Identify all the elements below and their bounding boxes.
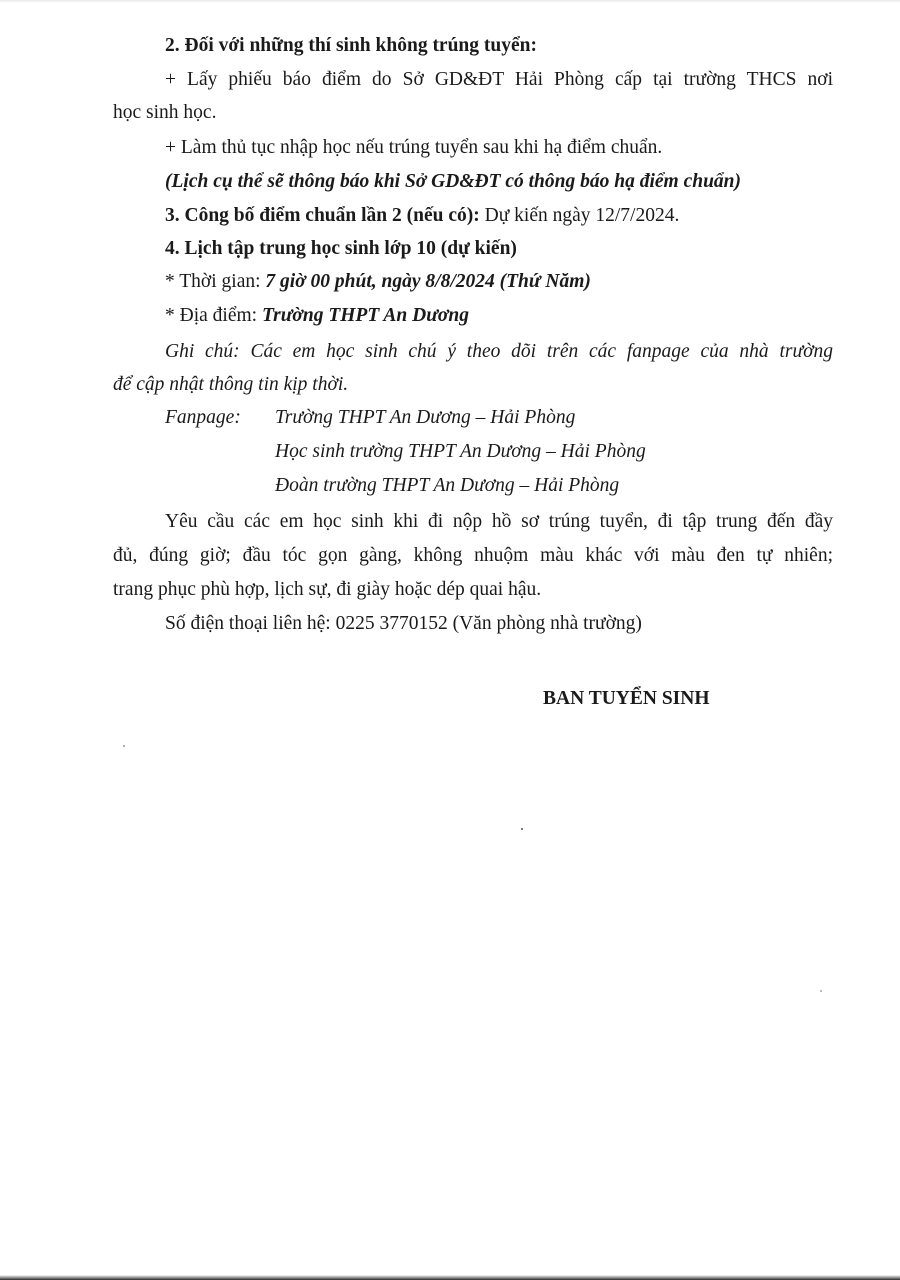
signature-block: BAN TUYỂN SINH [543, 688, 710, 709]
requirements-line-2: đủ, đúng giờ; đầu tóc gọn gàng, không nhuộm màu khác với màu đen tự nhiên; [113, 545, 833, 566]
requirements-line-3: trang phục phù hợp, lịch sự, đi giày hoặc dép quai hậu. [113, 579, 542, 600]
place-value: Trường THPT An Dương [261, 305, 469, 326]
note-line-2: để cập nhật thông tin kịp thời. [113, 374, 349, 395]
section-2-item-2: + Làm thủ tục nhập học nếu trúng tuyển sau khi hạ điểm chuẩn. [165, 137, 663, 158]
fanpage-item-2: Học sinh trường THPT An Dương – Hải Phòng [275, 441, 646, 462]
section-3 [165, 204, 679, 228]
section-4-time [165, 270, 591, 294]
scan-speck [123, 745, 125, 747]
requirements-line-1: Yêu cầu các em học sinh khi đi nộp hồ sơ trúng tuyển, đi tập trung đến đầy [165, 511, 833, 532]
fanpage-item-3: Đoàn trường THPT An Dương – Hải Phòng [275, 475, 620, 496]
time-label: * Thời gian: [165, 271, 266, 292]
place-label: * Địa điểm: [165, 305, 262, 326]
section-2-item-1-line-1: + Lấy phiếu báo điểm do Sở GD&ĐT Hải Phòng cấp tại trường THCS nơi [165, 69, 833, 90]
fanpage-item-1: Trường THPT An Dương – Hải Phòng [275, 407, 576, 428]
scan-top-edge [0, 0, 900, 3]
scan-bottom-edge [0, 1275, 900, 1280]
section-4-heading: 4. Lịch tập trung học sinh lớp 10 (dự kiến) [165, 238, 517, 259]
note-line-1: Ghi chú: Các em học sinh chú ý theo dõi trên các fanpage của nhà trường [165, 341, 833, 362]
section-2-note: (Lịch cụ thể sẽ thông báo khi Sở GD&ĐT có thông báo hạ điểm chuẩn) [165, 171, 742, 192]
scan-speck [521, 828, 523, 830]
fanpage-label: Fanpage: [165, 407, 241, 428]
time-value: 7 giờ 00 phút, ngày 8/8/2024 (Thứ Năm) [265, 271, 591, 292]
section-3-heading: 3. Công bố điểm chuẩn lần 2 (nếu có): [165, 205, 480, 226]
scan-speck [820, 990, 822, 992]
section-4-place [165, 304, 469, 328]
section-2-item-1-line-2: học sinh học. [113, 102, 217, 123]
section-3-value: Dự kiến ngày 12/7/2024. [479, 205, 680, 226]
section-2-heading: 2. Đối với những thí sinh không trúng tuyển: [165, 35, 537, 56]
contact-phone: Số điện thoại liên hệ: 0225 3770152 (Văn phòng nhà trường) [165, 613, 642, 634]
